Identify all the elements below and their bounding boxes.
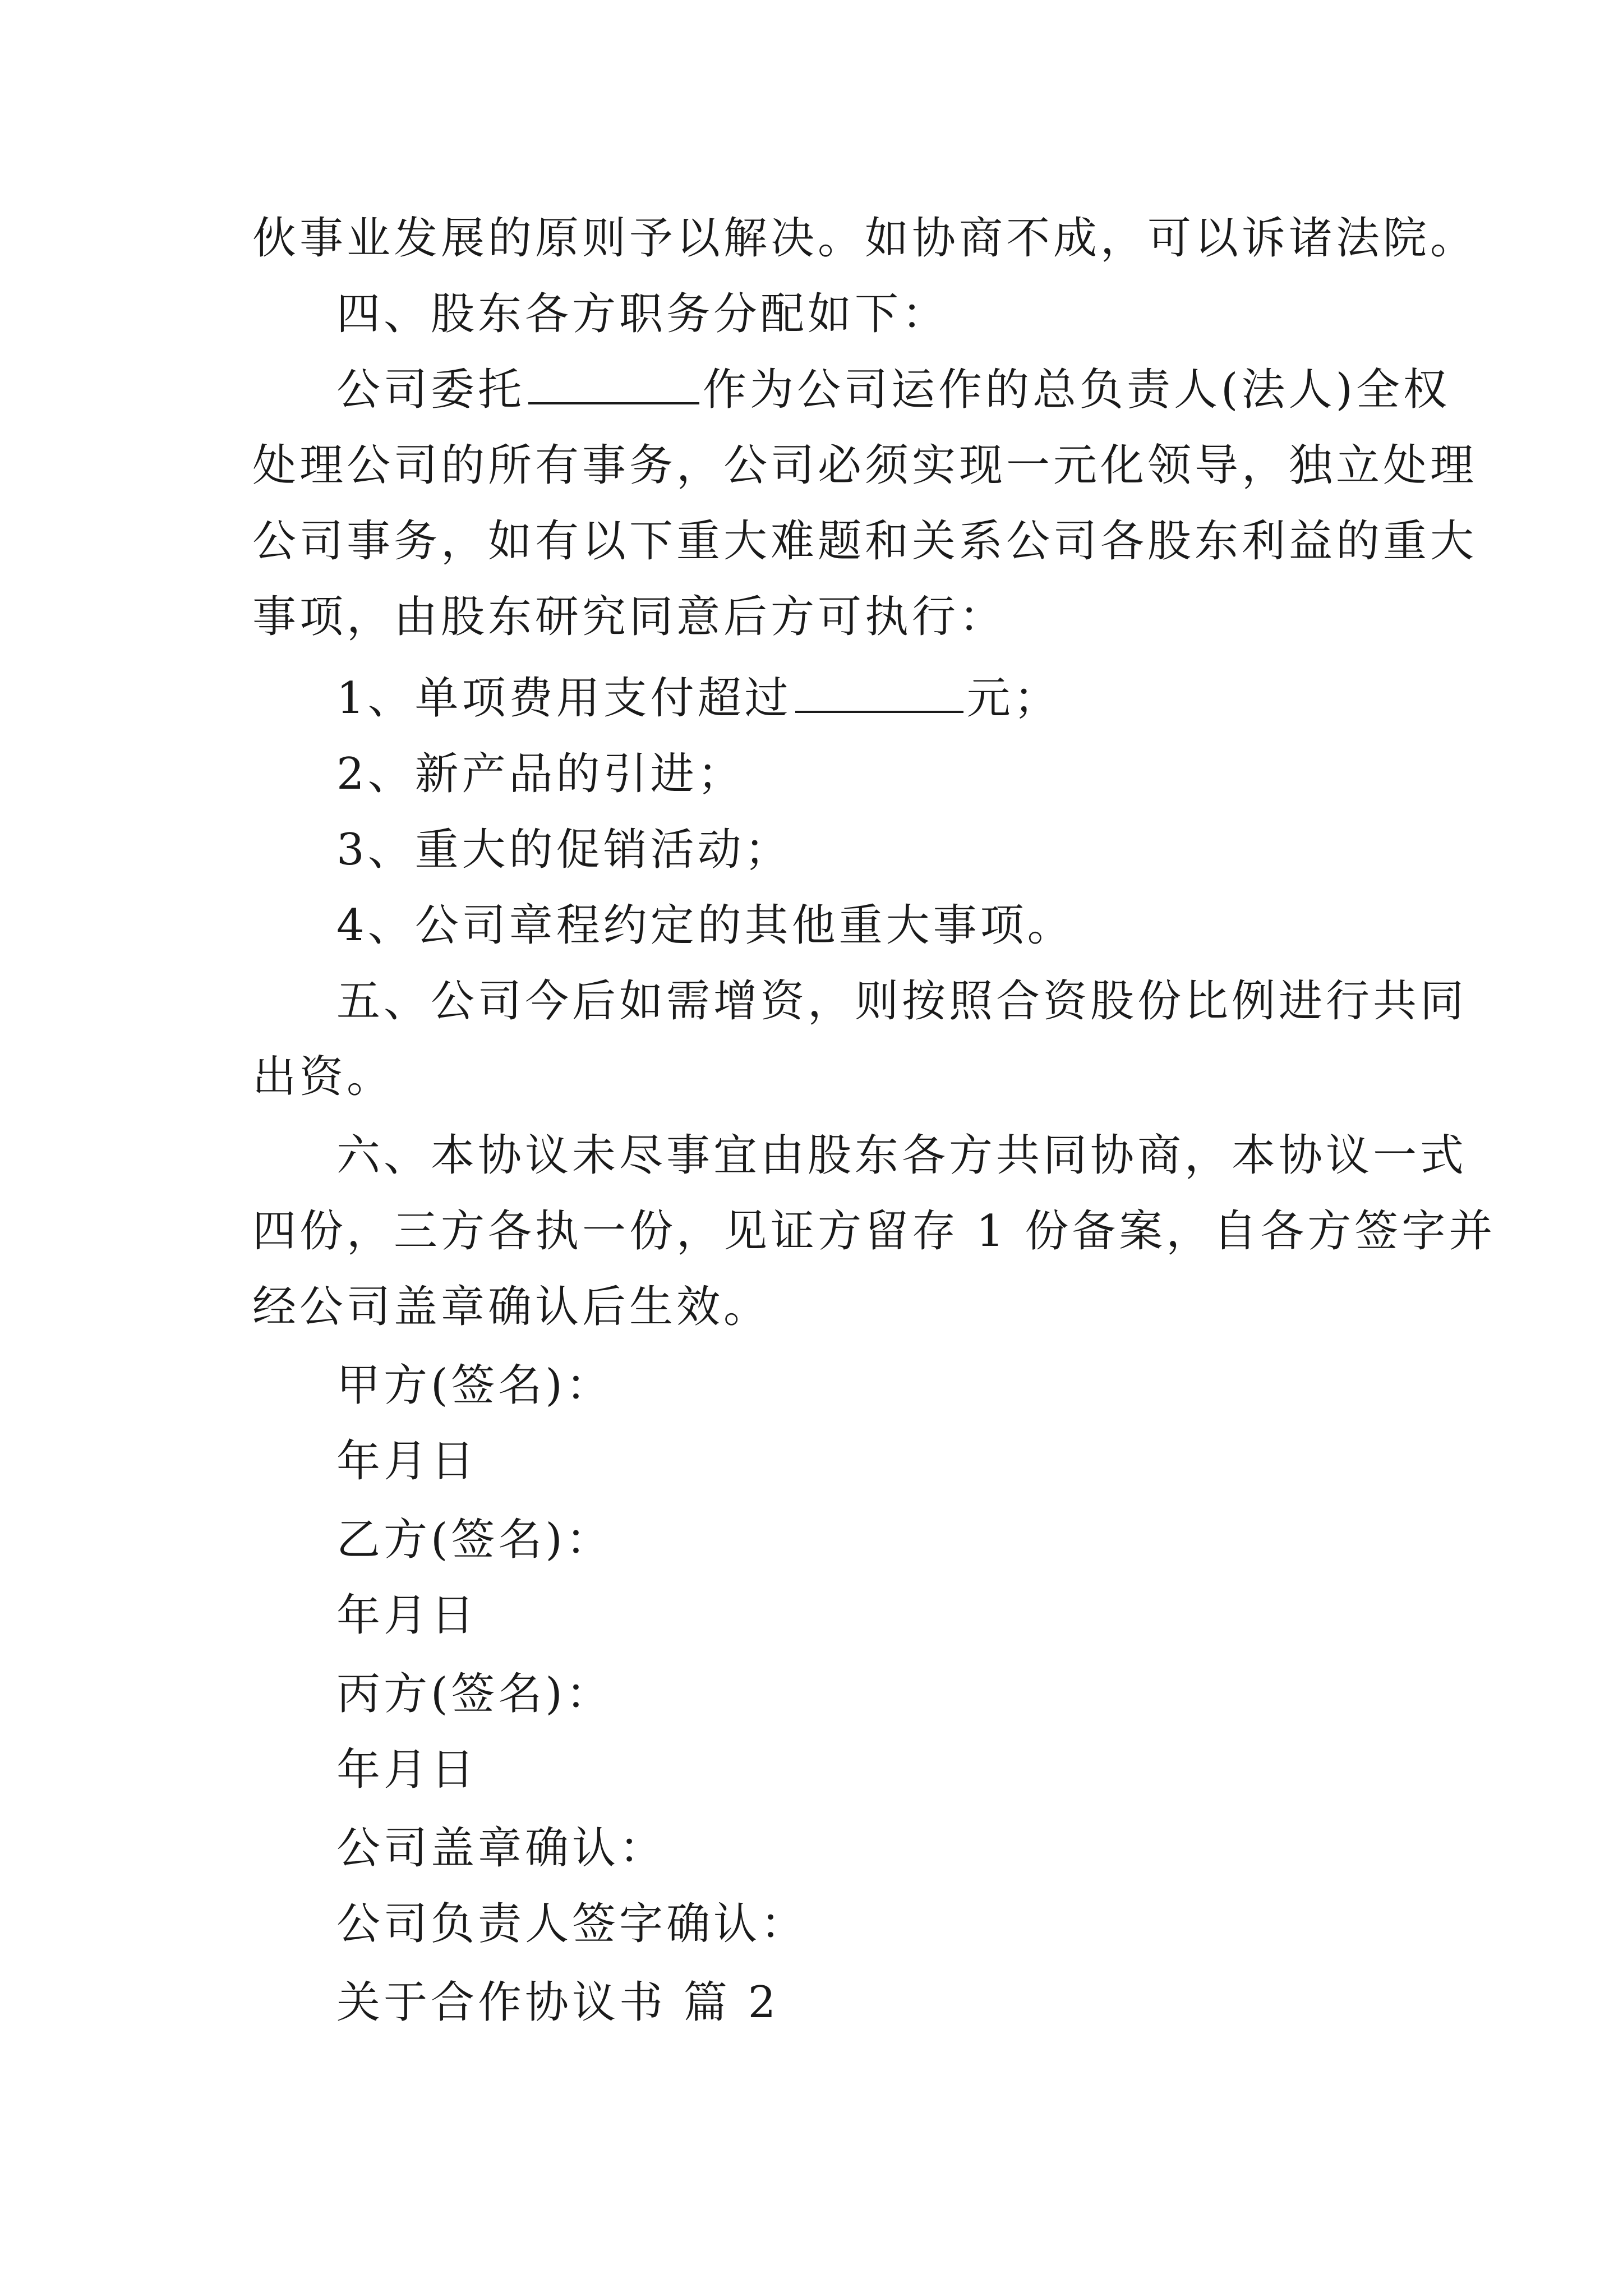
fill-in-blank-person bbox=[528, 363, 699, 404]
signature-party-a: 甲方(签名)： bbox=[336, 1360, 613, 1411]
section-heading-misc: 六、本协议未尽事宜由股东各方共同协商，本协议一式 bbox=[336, 1130, 1468, 1181]
list-item: 4、公司章程约定的其他重大事项。 bbox=[336, 900, 1075, 951]
signature-party-c: 丙方(签名)： bbox=[336, 1669, 613, 1719]
fill-in-blank-amount bbox=[795, 671, 963, 713]
date-line: 年月日 bbox=[336, 1590, 478, 1641]
paragraph-line bbox=[336, 362, 1450, 418]
text-segment: 公司委托 bbox=[336, 365, 525, 415]
text-segment: 1、单项费用支付超过 bbox=[336, 673, 792, 724]
company-seal-confirmation: 公司盖章确认： bbox=[336, 1823, 667, 1874]
list-item: 3、重大的促销活动； bbox=[336, 825, 792, 875]
paragraph-line: 出资。 bbox=[252, 1052, 394, 1102]
company-head-signature: 公司负责人签字确认： bbox=[336, 1899, 808, 1949]
list-item bbox=[336, 670, 1061, 726]
date-line: 年月日 bbox=[336, 1745, 478, 1795]
paragraph-line: 四份，三方各执一份，见证方留存 1 份备案，自各方签字并 bbox=[252, 1206, 1496, 1257]
paragraph-line: 伙事业发展的原则予以解决。如协商不成，可以诉诸法院。 bbox=[252, 213, 1478, 264]
section-heading-duties: 四、股东各方职务分配如下： bbox=[336, 289, 949, 339]
paragraph-line: 经公司盖章确认后生效。 bbox=[252, 1282, 771, 1332]
date-line: 年月日 bbox=[336, 1436, 478, 1487]
text-segment: 元； bbox=[966, 673, 1061, 724]
text-segment: 作为公司运作的总负责人(法人)全权 bbox=[703, 365, 1450, 415]
list-item: 2、新产品的引进； bbox=[336, 749, 745, 799]
paragraph-line: 事项，由股东研究同意后方可执行： bbox=[252, 592, 1007, 642]
section-heading-capital: 五、公司今后如需增资，则按照合资股份比例进行共同 bbox=[336, 976, 1468, 1027]
signature-party-b: 乙方(签名)： bbox=[336, 1515, 613, 1565]
paragraph-line: 公司事务，如有以下重大难题和关系公司各股东利益的重大 bbox=[252, 516, 1478, 567]
next-article-title: 关于合作协议书 篇 2 bbox=[336, 1977, 780, 2028]
paragraph-line: 处理公司的所有事务，公司必须实现一元化领导，独立处理 bbox=[252, 440, 1478, 491]
